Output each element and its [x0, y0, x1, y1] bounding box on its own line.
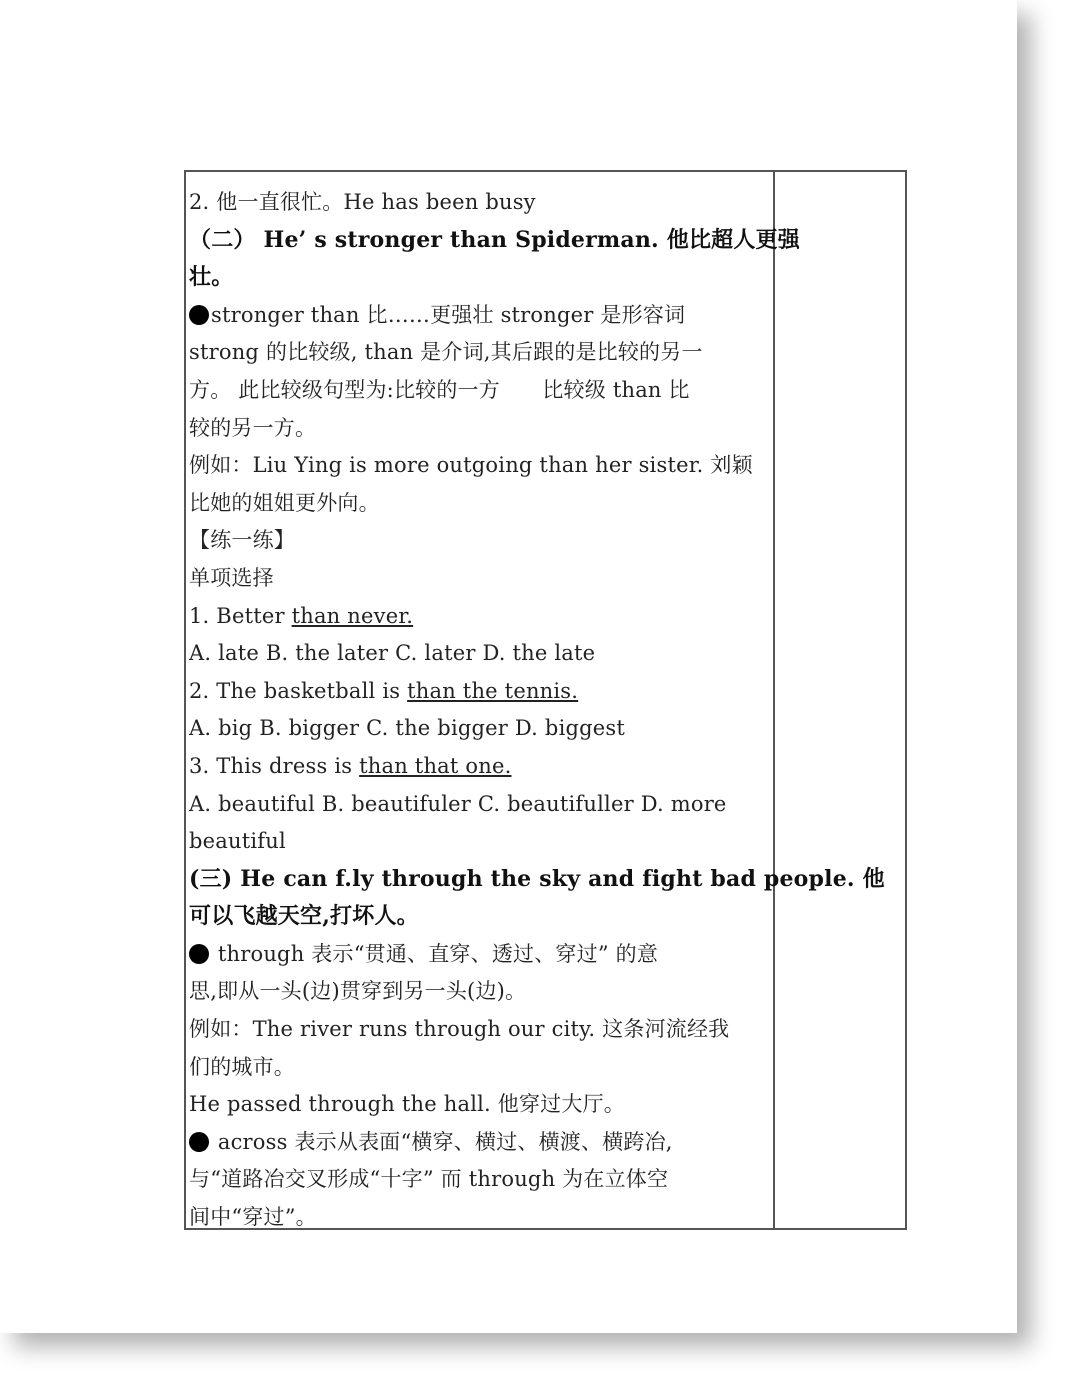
section-heading-3-cont: 可以飞越天空,打坏人。	[189, 903, 419, 930]
text-line: 与“道路冶交叉形成“十字” 而 through 为在立体空	[189, 1167, 669, 1192]
bullet-line	[189, 1124, 773, 1162]
question-3	[189, 748, 773, 786]
bullet-icon	[189, 305, 209, 325]
text-line: 们的城市。	[189, 1054, 295, 1079]
question-text: 2. The basketball is	[189, 678, 408, 703]
options-3: A. beautiful B. beautifuler C. beautifuller D. more	[189, 791, 727, 816]
text-line: 较的另一方。	[189, 415, 317, 440]
practice-heading: 【练一练】	[189, 528, 295, 553]
table-main-cell	[186, 172, 885, 1230]
example-line: 例如：Liu Ying is more outgoing than her sister. 刘颖	[189, 453, 753, 478]
text-line: 思,即从一头(边)贯穿到另一头(边)。	[189, 979, 527, 1004]
example-line: He passed through the hall. 他穿过大厅。	[189, 1092, 625, 1117]
question-text: 1. Better	[189, 603, 292, 628]
text-line: 方。 此比较级句型为:比较的一方 比较级 than 比	[189, 377, 690, 402]
question-text: 3. This dress is	[189, 753, 360, 778]
bullet-text: stronger than 比……更强壮 stronger 是形容词	[211, 302, 686, 327]
bullet-line	[189, 936, 773, 974]
options-3-cont: beautiful	[189, 829, 286, 854]
bullet-text: across 表示从表面“横穿、横过、横渡、横跨冶,	[211, 1129, 673, 1154]
text-line: 间中“穿过”。	[189, 1205, 317, 1230]
question-underlined: than that one.	[359, 753, 512, 778]
content-table	[184, 170, 907, 1230]
bullet-icon	[189, 1132, 209, 1152]
bullet-icon	[189, 944, 209, 964]
table-side-cell	[775, 172, 905, 1228]
question-1	[189, 598, 773, 636]
bullet-text: through 表示“贯通、直穿、透过、穿过” 的意	[211, 941, 659, 966]
section-heading-3: (三) He can f.ly through the sky and fight bad people. 他	[189, 865, 885, 892]
text-line: 比她的姐姐更外向。	[189, 490, 380, 515]
question-underlined: than the tennis.	[407, 678, 579, 703]
question-2	[189, 673, 773, 711]
options-2: A. big B. bigger C. the bigger D. biggest	[189, 716, 626, 741]
section-heading-2-cont: 壮。	[189, 264, 234, 291]
options-1: A. late B. the later C. later D. the late	[189, 641, 596, 666]
text-line: 2. 他一直很忙。He has been busy	[189, 190, 536, 214]
section-heading-2: （二） He’ s stronger than Spiderman. 他比超人更强	[189, 226, 800, 253]
text-line: strong 的比较级, than 是介词,其后跟的是比较的另一	[189, 340, 703, 365]
bullet-line	[189, 297, 773, 335]
example-line: 例如：The river runs through our city. 这条河流经我	[189, 1017, 730, 1042]
question-underlined: than never.	[291, 603, 414, 628]
practice-subheading: 单项选择	[189, 565, 274, 590]
